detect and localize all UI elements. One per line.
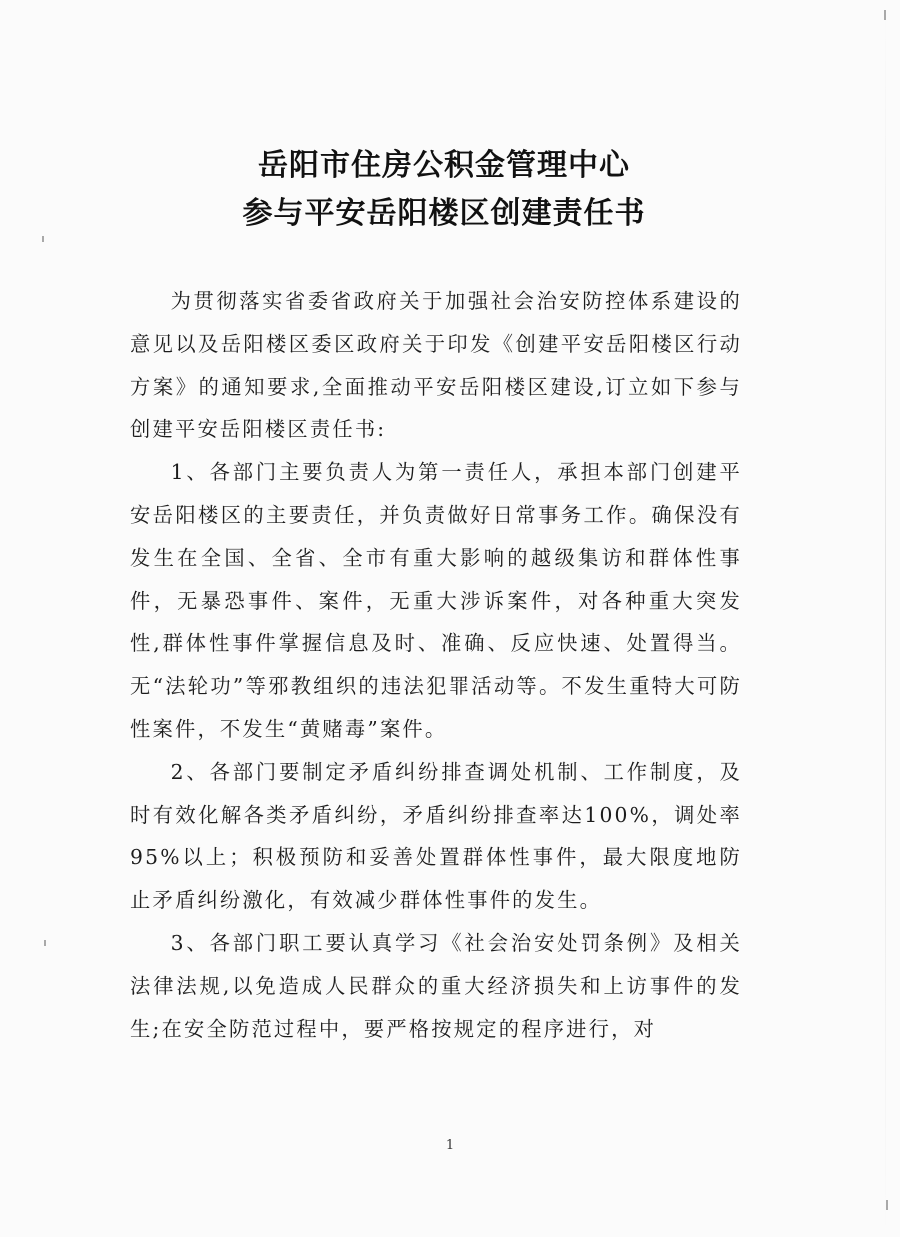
- scan-mark: [44, 940, 46, 946]
- scan-mark: [42, 236, 44, 242]
- scan-edge: [885, 0, 886, 1237]
- document-title-line1: 岳阳市住房公积金管理中心: [258, 148, 630, 183]
- clause-2-paragraph: 2、各部门要制定矛盾纠纷排查调处机制、工作制度，及时有效化解各类矛盾纠纷，矛盾纠纷排查率达100%，调处率95%以上；积极预防和妥善处置群体性事件，最大限度地防止矛盾纠纷激化，有效减少群体性事件的发生。: [130, 759, 742, 913]
- intro-paragraph: 为贯彻落实省委省政府关于加强社会治安防控体系建设的意见以及岳阳楼区委区政府关于印发《创建平安岳阳楼区行动方案》的通知要求,全面推动平安岳阳楼区建设,订立如下参与创建平安岳阳楼区责任书:: [130, 289, 742, 442]
- page-number: 1: [445, 1138, 455, 1153]
- document-body: [130, 280, 742, 1050]
- document-title-line2: 参与平安岳阳楼区创建责任书: [242, 196, 646, 231]
- scan-mark: [886, 1200, 888, 1210]
- scan-mark: [884, 10, 886, 20]
- clause-1-paragraph: 1、各部门主要负责人为第一责任人，承担本部门创建平安岳阳楼区的主要责任，并负责做好日常事务工作。确保没有发生在全国、全省、全市有重大影响的越级集访和群体性事件，无暴恐事件、案件，无重大涉诉案件，对各种重大突发性,群体性事件掌握信息及时、准确、反应快速、处置得当。无“法轮功”等邪教组织的违法犯罪活动等。不发生重特大可防性案件，不发生“黄赌毒”案件。: [130, 460, 742, 741]
- clause-3-paragraph: 3、各部门职工要认真学习《社会治安处罚条例》及相关法律法规,以免造成人民群众的重大经济损失和上访事件的发生;在安全防范过程中，要严格按规定的程序进行，对: [130, 930, 742, 1041]
